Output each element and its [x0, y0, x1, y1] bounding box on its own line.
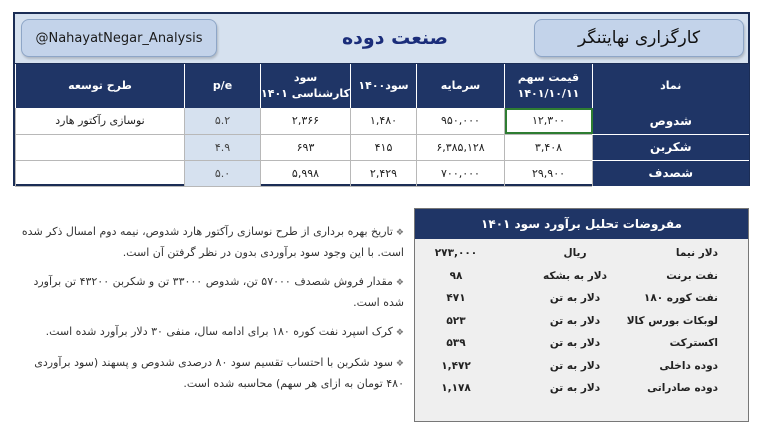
cell-symbol[interactable]: شصدف [593, 160, 749, 186]
assumption-value: ۹۸ [449, 269, 463, 282]
assumptions-panel [414, 208, 749, 422]
assumption-name: اکسترکت [669, 337, 718, 349]
cell-profit-1400[interactable]: ۲,۴۲۹ [351, 160, 417, 186]
cell-symbol[interactable]: شدوص [593, 108, 749, 134]
cell-capital[interactable]: ۷۰۰,۰۰۰ [417, 160, 505, 186]
col-price-line1: قیمت سهم [517, 71, 580, 84]
cell-price[interactable]: ۱۲,۳۰۰ [505, 108, 593, 134]
assumption-name: دوده صادراتی [647, 382, 718, 394]
stock-report-table [13, 12, 750, 186]
industry-title: صنعت دوده [341, 27, 449, 49]
bullet-icon: ❖ [395, 359, 404, 369]
note-item [20, 353, 404, 393]
assumption-unit: ریال [563, 247, 587, 259]
table-row [16, 108, 749, 134]
table-row [16, 134, 749, 160]
cell-profit-1400[interactable]: ۴۱۵ [351, 134, 417, 160]
assumption-unit: دلار به تن [549, 292, 601, 304]
assumption-name: نفت برنت [666, 269, 718, 282]
note-text: تاریخ بهره برداری از طرح نوسازی رآکتور هارد شدوص، نیمه دوم امسال ذکر شده است. با این وجود سود برآوردی بدون در نظر گرفتن آن است. [21, 225, 404, 259]
assumption-unit: دلار به تن [549, 337, 601, 349]
assumption-name: نفت کوره ۱۸۰ [643, 292, 718, 304]
col-expert-line2: کارشناسی ۱۴۰۱ [261, 87, 350, 100]
cell-price[interactable]: ۲۹,۹۰۰ [505, 160, 593, 186]
cell-expert-profit[interactable]: ۶۹۳ [261, 134, 351, 160]
assumption-row [415, 266, 748, 289]
assumption-row [415, 378, 748, 401]
assumption-value: ۵۲۳ [446, 314, 466, 327]
col-plan: طرح توسعه [16, 64, 185, 108]
assumption-value: ۱,۱۷۸ [441, 382, 471, 394]
cell-pe[interactable]: ۵.۰ [185, 160, 261, 186]
bullet-icon: ❖ [395, 328, 404, 338]
assumption-value: ۴۷۱ [446, 292, 466, 304]
assumption-value: ۵۳۹ [446, 337, 466, 349]
cell-plan[interactable] [16, 134, 185, 160]
cell-symbol[interactable]: شکربن [593, 134, 749, 160]
note-item [20, 272, 404, 312]
valuation-table [15, 64, 749, 187]
note-item [20, 222, 404, 262]
note-text: سود شکربن با احتساب تقسیم سود ۸۰ درصدی شدوص و پسهند (سود برآوردی ۴۸۰ تومان به ازای هر سهم) محاسبه شده است. [34, 356, 404, 390]
cell-expert-profit[interactable]: ۵,۹۹۸ [261, 160, 351, 186]
assumption-unit: دلار به تن [549, 359, 601, 372]
assumption-value: ۱,۴۷۲ [441, 359, 471, 372]
cell-expert-profit[interactable]: ۲,۳۶۶ [261, 108, 351, 134]
assumption-name: دوده داخلی [659, 359, 718, 372]
assumption-unit: دلار به تن [549, 314, 601, 327]
col-pe: p/e [185, 64, 261, 108]
cell-plan[interactable] [16, 160, 185, 186]
bullet-icon: ❖ [395, 228, 404, 238]
cell-price[interactable]: ۳,۴۰۸ [505, 134, 593, 160]
assumption-row [415, 243, 748, 266]
assumption-name: دلار نیما [675, 247, 718, 259]
cell-capital[interactable]: ۶,۳۸۵,۱۲۸ [417, 134, 505, 160]
col-expert-line1: سود [293, 71, 318, 84]
cell-profit-1400[interactable]: ۱,۴۸۰ [351, 108, 417, 134]
analysis-notes [20, 222, 404, 403]
assumption-row [415, 356, 748, 379]
assumption-unit: دلار به تن [549, 382, 601, 394]
note-text: کرک اسپرد نفت کوره ۱۸۰ برای ادامه سال، منفی ۳۰ دلار برآورد شده است. [45, 325, 393, 338]
cell-pe[interactable]: ۵.۲ [185, 108, 261, 134]
assumptions-title: مفروضات تحلیل برآورد سود ۱۴۰۱ [415, 209, 748, 239]
table-row [16, 160, 749, 186]
bullet-icon: ❖ [395, 278, 404, 288]
agency-name: کارگزاری نهایتنگر [577, 28, 701, 48]
analyst-tag: @NahayatNegar_Analysis [35, 30, 203, 46]
col-symbol: نماد [593, 64, 749, 108]
assumption-name: لوبکات بورس کالا [626, 314, 718, 327]
table-header-row [16, 64, 749, 108]
assumption-row [415, 288, 748, 311]
assumption-unit: دلار به بشکه [543, 269, 607, 282]
col-expert-profit [261, 64, 351, 108]
col-price-line2: ۱۴۰۱/۱۰/۱۱ [517, 87, 580, 100]
assumption-row [415, 311, 748, 334]
assumption-row [415, 333, 748, 356]
cell-plan[interactable]: نوسازی رآکتور هارد [16, 108, 185, 134]
col-price [505, 64, 593, 108]
cell-capital[interactable]: ۹۵۰,۰۰۰ [417, 108, 505, 134]
analyst-tag-badge [21, 19, 217, 57]
note-item [20, 322, 404, 343]
col-capital: سرمایه [417, 64, 505, 108]
agency-badge [534, 19, 744, 57]
assumption-value: ۲۷۳,۰۰۰ [434, 247, 478, 259]
report-header [15, 14, 748, 64]
cell-pe[interactable]: ۴.۹ [185, 134, 261, 160]
note-text: مقدار فروش شصدف ۵۷۰۰۰ تن، شدوص ۳۳۰۰۰ تن و شکربن ۴۳۲۰۰ تن برآورد شده است. [33, 275, 404, 309]
col-profit-1400: سود۱۴۰۰ [351, 64, 417, 108]
